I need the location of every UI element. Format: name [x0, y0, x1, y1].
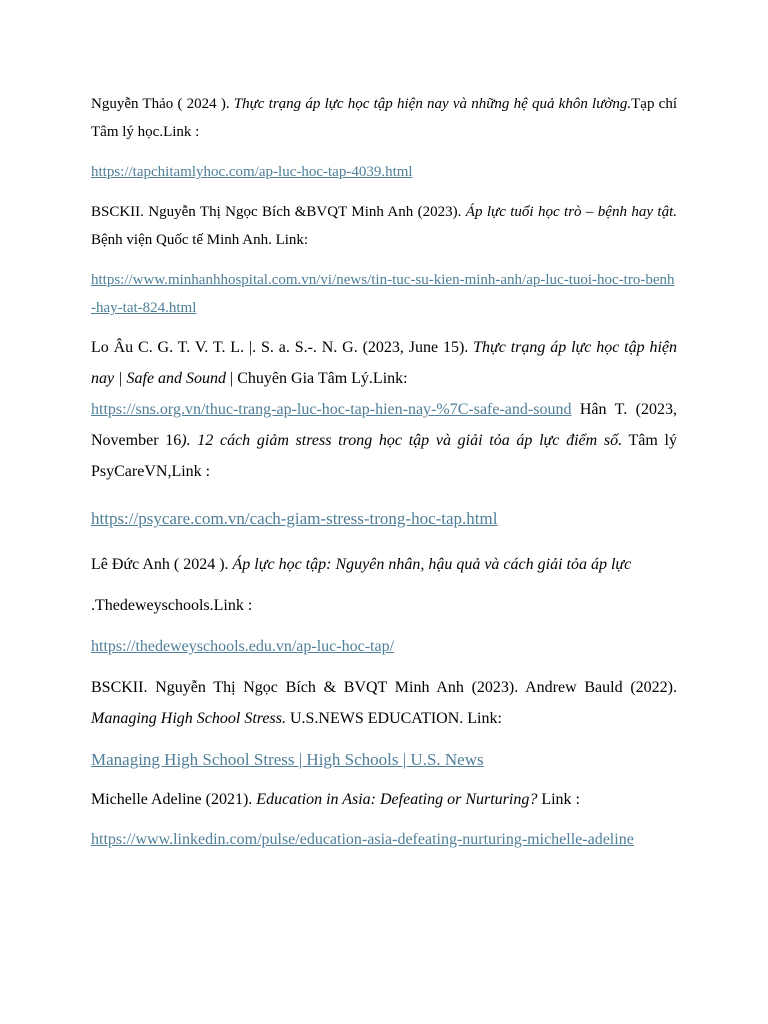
reference-2-link-line — [91, 266, 677, 322]
reference-7-title: Education in Asia: Defeating or Nurturing? — [256, 791, 538, 808]
reference-2-link[interactable]: https://www.minhanhhospital.com.vn/vi/news/tin-tuc-su-kien-minh-anh/ap-luc-tuoi-hoc-tro-benh-hay-tat-824.html — [91, 272, 675, 316]
reference-3-author: Lo Âu C. G. T. V. T. L. |. S. a. S.-. N. G. (2023, June 15). — [91, 339, 474, 356]
reference-6-source: U.S.NEWS EDUCATION. Link: — [285, 710, 502, 727]
reference-5-author: Lê Đức Anh ( 2024 ). — [91, 556, 233, 573]
reference-5 — [91, 549, 677, 580]
reference-4-title: ). 12 cách giảm stress trong học tập và giải tỏa áp lực điểm số. — [181, 432, 623, 449]
reference-2-author: BSCKII. Nguyễn Thị Ngọc Bích &BVQT Minh Anh (2023). — [91, 204, 466, 220]
reference-6 — [91, 672, 677, 734]
reference-7-link-line — [91, 824, 677, 855]
reference-3-link[interactable]: https://sns.org.vn/thuc-trang-ap-luc-hoc-tap-hien-nay-%7C-safe-and-sound — [91, 401, 572, 418]
reference-5-title: Áp lực học tập: Nguyên nhân, hậu quả và cách giải tỏa áp lực — [232, 556, 632, 573]
reference-2 — [91, 198, 677, 254]
reference-1-link-line — [91, 158, 677, 186]
reference-4-link[interactable]: https://psycare.com.vn/cach-giam-stress-trong-hoc-tap.html — [91, 509, 498, 528]
reference-6-title: Managing High School Stress. — [91, 710, 286, 727]
reference-3-title: Thực trạng áp lực học tập hiện nay | Safe and Sound — [91, 339, 677, 387]
reference-5-source: .Thedeweyschools.Link : — [91, 597, 253, 614]
reference-7 — [91, 784, 677, 815]
reference-7-link[interactable]: https://www.linkedin.com/pulse/education-asia-defeating-nurturing-michelle-adeline — [91, 831, 634, 848]
reference-6-link[interactable]: Managing High School Stress | High Schools | U.S. News — [91, 750, 484, 769]
reference-1-title: Thực trạng áp lực học tập hiện nay và những hệ quả khôn lường. — [233, 96, 632, 112]
reference-3 — [91, 332, 677, 487]
reference-6-author: BSCKII. Nguyễn Thị Ngọc Bích & BVQT Minh Anh (2023). Andrew Bauld (2022). — [91, 679, 677, 696]
reference-5-link[interactable]: https://thedeweyschools.edu.vn/ap-luc-hoc-tap/ — [91, 638, 395, 655]
reference-1 — [91, 90, 677, 146]
reference-1-link[interactable]: https://tapchitamlyhoc.com/ap-luc-hoc-tap-4039.html — [91, 164, 413, 180]
reference-4-author: Hân T. (2023, November 16 — [91, 401, 677, 449]
reference-2-title: Áp lực tuổi học trò – bệnh hay tật. — [465, 204, 677, 220]
reference-4-source: Tâm lý PsyCareVN,Link : — [91, 432, 677, 480]
reference-5-link-line — [91, 631, 677, 662]
reference-6-link-line — [91, 744, 677, 775]
reference-1-source: Tạp chí Tâm lý học.Link : — [91, 96, 677, 140]
reference-1-author: Nguyễn Thảo ( 2024 ). — [91, 96, 234, 112]
reference-3-source: | Chuyên Gia Tâm Lý.Link: — [226, 370, 408, 387]
document-page — [91, 90, 677, 855]
reference-4-link-line — [91, 503, 677, 534]
reference-5-source-line — [91, 590, 677, 621]
reference-7-author: Michelle Adeline (2021). — [91, 791, 257, 808]
reference-7-source: Link : — [537, 791, 580, 808]
reference-2-source: Bệnh viện Quốc tế Minh Anh. Link: — [91, 232, 309, 248]
